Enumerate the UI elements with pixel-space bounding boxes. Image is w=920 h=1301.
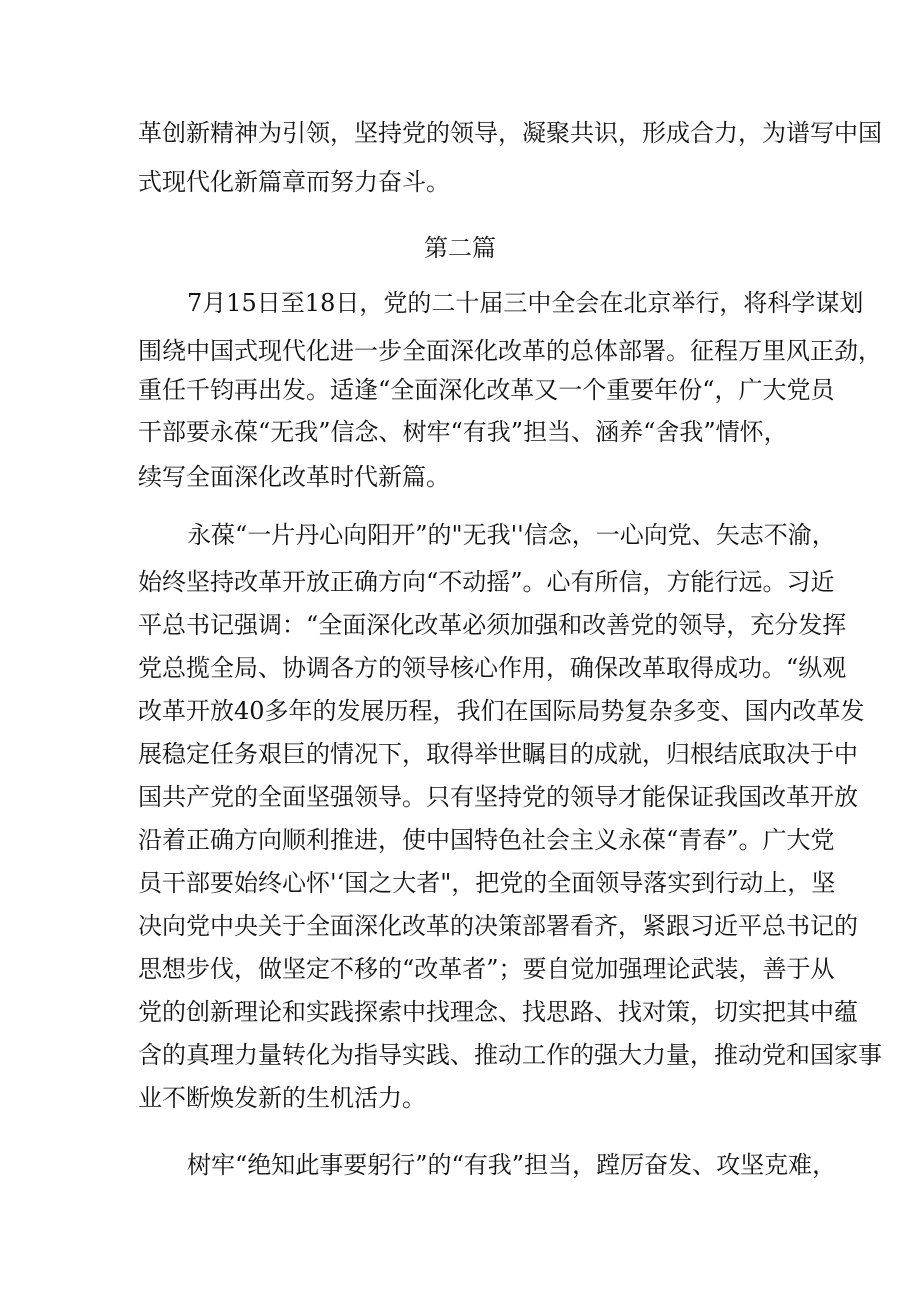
text-line: 改革开放40多年的发展历程，我们在国际局势复杂多变、国内改革发 — [138, 697, 865, 725]
text-line: 式现代化新篇章而努力奋斗。 — [138, 168, 450, 196]
text-line: 7月15日至18日，党的二十届三中全会在北京举行，将科学谋划 — [187, 289, 864, 317]
text-line: 含的真理力量转化为指导实践、推动工作的强大力量，推动党和国家事 — [138, 1041, 882, 1069]
text-line: 干部要永葆“无我”信念、树牢“有我”担当、涵养“舍我”情怀， — [138, 418, 788, 446]
text-line: 树牢“绝知此事要躬行”的“有我”担当，蹚厉奋发、攻坚克难， — [187, 1151, 837, 1179]
text-line: 平总书记强调：“全面深化改革必须加强和改善党的领导，充分发挥 — [138, 611, 847, 639]
text-line: 展稳定任务艰巨的情况下，取得举世瞩目的成就，归根结底取决于中 — [138, 740, 858, 768]
text-line: 党的创新理论和实践探索中找理念、找思路、找对策，切实把其中蕴 — [138, 998, 858, 1026]
text-line: 重任千钧再出发。适逢“全面深化改革又一个重要年份“，广大党员 — [138, 376, 835, 404]
text-line: 始终坚持改革开放正确方向“不动摇”。心有所信，方能行远。习近 — [138, 568, 835, 596]
text-line: 决向党中央关于全面深化改革的决策部署看齐，紧跟习近平总书记的 — [138, 912, 858, 940]
text-line: 思想步伐，做坚定不移的“改革者”；要自觉加强理论武装，善于从 — [138, 955, 835, 983]
text-line: 业不断焕发新的生机活力。 — [138, 1084, 426, 1112]
section-heading: 第二篇 — [424, 234, 496, 262]
text-line: 革创新精神为引领，坚持党的领导，凝聚共识，形成合力，为谱写中国 — [138, 119, 882, 147]
text-line: 党总揽全局、协调各方的领导核心作用，确保改革取得成功。“纵观 — [138, 654, 847, 682]
text-line: 永葆“一片丹心向阳开”的"无我''信念，一心向党、矢志不渝， — [187, 521, 836, 549]
text-line: 员干部要始终心怀'‘国之大者"，把党的全面领导落实到行动上，坚 — [138, 869, 836, 897]
text-line: 续写全面深化改革时代新篇。 — [138, 463, 450, 491]
text-line: 国共产党的全面坚强领导。只有坚持党的领导才能保证我国改革开放 — [138, 783, 858, 811]
text-line: 沿着正确方向顺利推进，使中国特色社会主义永葆“青春”。广大党 — [138, 826, 835, 854]
text-line: 围绕中国式现代化进一步全面深化改革的总体部署。征程万里风正劲， — [138, 337, 882, 365]
